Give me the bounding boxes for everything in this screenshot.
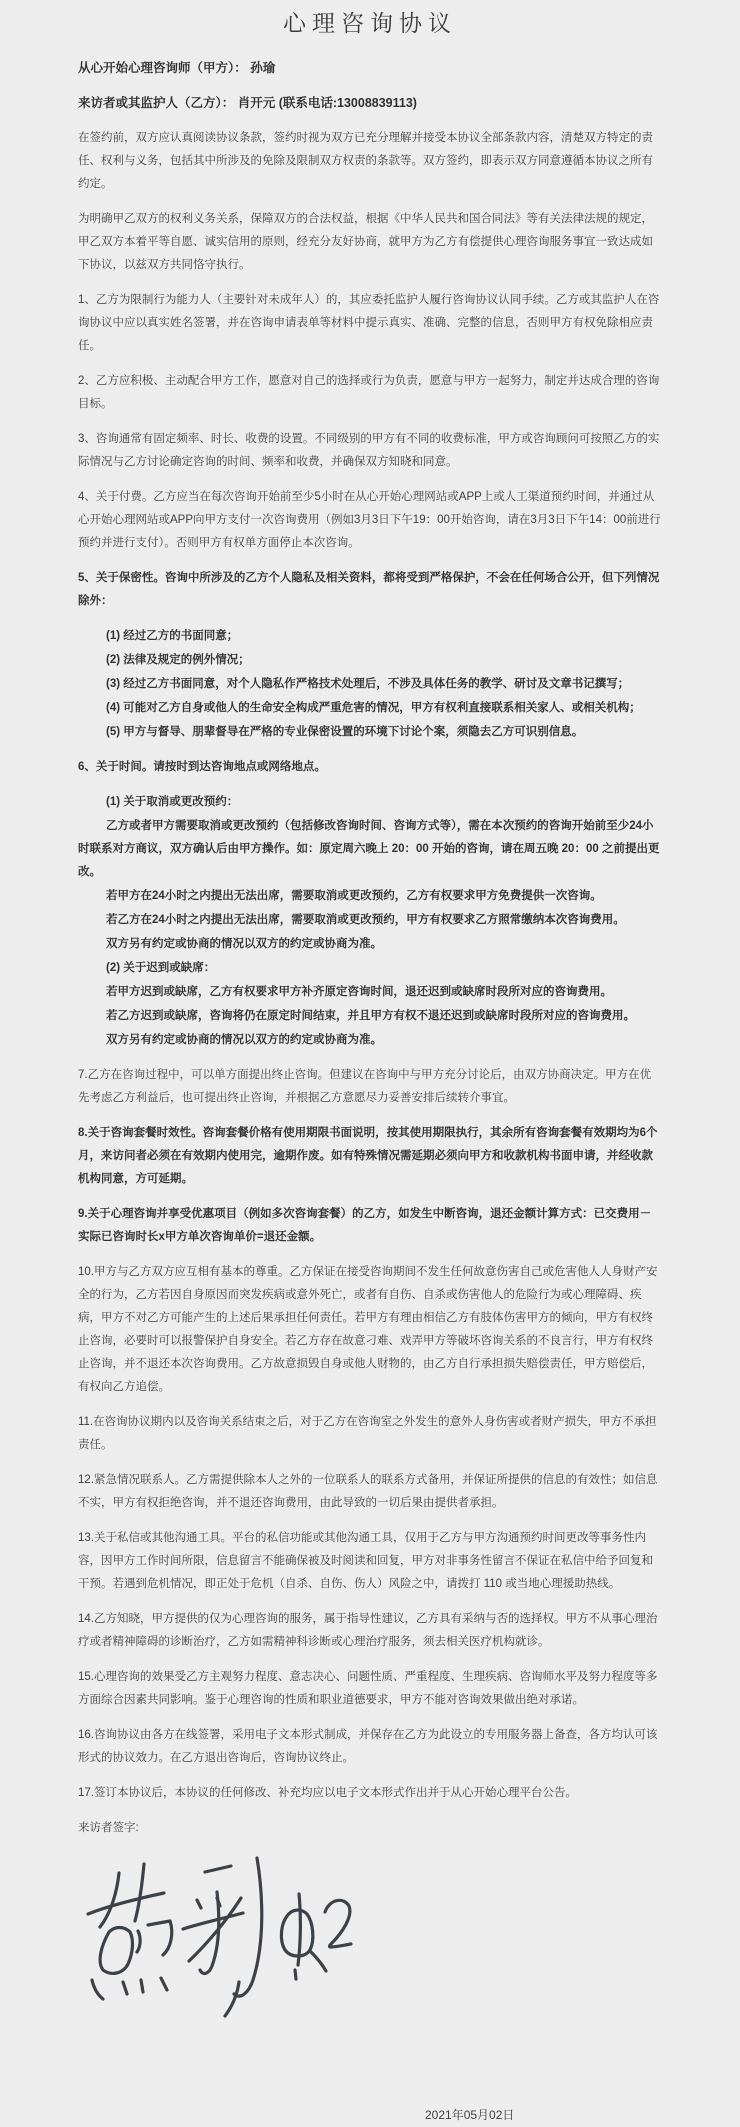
clause-6-sub-1-line-b: 若乙方在24小时之内提出无法出席，需要取消或更改预约，甲方有权要求乙方照常缴纳本次咨询费用。 xyxy=(106,914,625,926)
clause-17: 17.签订本协议后，本协议的任何修改、补充均应以电子文本形式作出并于从心开始心理平台公告。 xyxy=(78,1787,577,1799)
clause-14: 14.乙方知晓，甲方提供的仅为心理咨询的服务，属于指导性建议，乙方具有采纳与否的选择权。甲方不从事心理治疗或者精神障碍的诊断治疗，乙方如需精神科诊断或心理治疗服务，须去相关医疗机构就诊。 xyxy=(78,1613,658,1648)
clause-9: 9.关于心理咨询并享受优惠项目（例如多次咨询套餐）的乙方，如发生中断咨询，退还金额计算方式：已交费用－实际已咨询时长x甲方单次咨询单价=退还金额。 xyxy=(78,1208,652,1243)
clause-6-sub-1-line-a: 若甲方在24小时之内提出无法出席，需要取消或更改预约，乙方有权要求甲方免费提供一次咨询。 xyxy=(106,890,602,902)
clause-11: 11.在咨询协议期内以及咨询关系结束之后，对于乙方在咨询室之外发生的意外人身伤害或者财产损失，甲方不承担责任。 xyxy=(78,1416,657,1451)
clause-10: 10.甲方与乙方双方应互相有基本的尊重。乙方保证在接受咨询期间不发生任何故意伤害自己或危害他人人身财产安全的行为，乙方若因自身原因而突发疾病或意外死亡，或者有自伤、自杀或伤害他人的危险行为或心理障碍、疾病，甲方不对乙方可能产生的上述后果承担任何责任。若甲方有理由相信乙方有肢体伤害甲方的倾向，甲方有权终止咨询，必要时可以报警保护自身安全。若乙方存在故意刁难、戏弄甲方等破坏咨询关系的不良言行，甲方有权终止咨询，并不退还本次咨询费用。乙方故意损毁自身或他人财物的，由乙方自行承担损失赔偿责任，甲方赔偿后，有权向乙方追偿。 xyxy=(78,1266,658,1393)
clause-6-sub-2-line-c: 双方另有约定或协商的情况以双方的约定或协商为准。 xyxy=(106,1034,382,1046)
preamble-paragraph-2: 为明确甲乙双方的权利义务关系，保障双方的合法权益，根据《中华人民共和国合同法》等有关法律法规的规定，甲乙双方本着平等自愿、诚实信用的原则，经充分友好协商，就甲方为乙方有偿提供心理咨询服务事宜一致达成如下协议，以兹双方共同恪守执行。 xyxy=(78,213,653,271)
party-a-line: 从心开始心理咨询师（甲方）： 孙瑜 xyxy=(78,61,276,75)
page-title: 心理咨询协议 xyxy=(283,10,457,36)
clause-12: 12.紧急情况联系人。乙方需提供除本人之外的一位联系人的联系方式备用，并保证所提供的信息的有效性；如信息不实，甲方有权拒绝咨询，并不退还咨询费用，由此导致的一切后果由提供者承担。 xyxy=(78,1474,658,1509)
clause-2: 2、乙方应积极、主动配合甲方工作，愿意对自己的选择或行为负责，愿意与甲方一起努力，制定并达成合理的咨询目标。 xyxy=(78,375,660,410)
clause-5-item-2: (2) 法律及规定的例外情况； xyxy=(106,654,250,666)
clause-13: 13.关于私信或其他沟通工具。平台的私信功能或其他沟通工具，仅用于乙方与甲方沟通预约时间更改等事务性内容，因甲方工作时间所限，信息留言不能确保被及时阅读和回复，甲方对非事务性留言不保证在私信中给予回复和干预。若遇到危机情况，即正处于危机（自杀、自伤、伤人）风险之中，请拨打 110 或当地心理援助热线。 xyxy=(78,1532,653,1590)
clause-6-sub-1-text: 乙方或者甲方需要取消或更改预约（包括修改咨询时间、咨询方式等），需在本次预约的咨询开始前至少24小时联系对方商议，双方确认后由甲方操作。如：原定周六晚上 20：00 开始的咨询，请在周五晚 20：00 之前提出更改。 xyxy=(78,820,660,878)
clause-5-item-1: (1) 经过乙方的书面同意； xyxy=(106,630,239,642)
visitor-signature-label: 来访者签字: xyxy=(78,1822,139,1834)
clause-6-sub-2-line-b: 若乙方迟到或缺席，咨询将仍在原定时间结束，并且甲方有权不退还迟到或缺席时段所对应的咨询费用。 xyxy=(106,1010,635,1022)
clause-7: 7.乙方在咨询过程中，可以单方面提出终止咨询。但建议在咨询中与甲方充分讨论后，由双方协商决定。甲方在优先考虑乙方利益后，也可提出终止咨询，并根据乙方意愿尽力妥善安排后续转介事宜。 xyxy=(78,1069,652,1104)
clause-6-sub-1-line-c: 双方另有约定或协商的情况以双方的约定或协商为准。 xyxy=(106,938,382,950)
handwritten-signature xyxy=(78,1852,662,2028)
clause-6-sub-1-title: (1) 关于取消或更改预约： xyxy=(106,796,239,808)
agreement-date: 2021年05月02日 xyxy=(425,2108,515,2122)
clause-4: 4、关于付费。乙方应当在每次咨询开始前至少5小时在从心开始心理网站或APP上或人工渠道预约时间，并通过从心开始心理网站或APP向甲方支付一次咨询费用（例如3月3日下午19：00开始咨询，请在3月3日下午14：00前进行预约并进行支付）。否则甲方有权单方面停止本次咨询。 xyxy=(78,491,661,549)
clause-6-sub-2-title: (2) 关于迟到或缺席： xyxy=(106,962,216,974)
clause-3: 3、咨询通常有固定频率、时长、收费的设置。不同级别的甲方有不同的收费标准，甲方或咨询顾问可按照乙方的实际情况与乙方讨论确定咨询的时间、频率和收费，并确保双方知晓和同意。 xyxy=(78,433,660,468)
clause-1: 1、乙方为限制行为能力人（主要针对未成年人）的，其应委托监护人履行咨询协议认同手续。乙方或其监护人在咨询协议中应以真实姓名签署，并在咨询申请表单等材料中提示真实、准确、完整的信息，否则甲方有权免除相应责任。 xyxy=(78,294,660,352)
clause-5: 5、关于保密性。咨询中所涉及的乙方个人隐私及相关资料，都将受到严格保护，不会在任何场合公开，但下列情况除外： xyxy=(78,572,660,607)
clause-5-item-3: (3) 经过乙方书面同意，对个人隐私作严格技术处理后，不涉及具体任务的教学、研讨及文章书记撰写； xyxy=(106,678,630,690)
preamble-paragraph-1: 在签约前，双方应认真阅读协议条款，签约时视为双方已充分理解并接受本协议全部条款内容，清楚双方特定的责任、权利与义务，包括其中所涉及的免除及限制双方权责的条款等。双方签约，即表示双方同意遵循本协议之所有约定。 xyxy=(78,132,653,190)
clause-5-item-4: (4) 可能对乙方自身或他人的生命安全构成严重危害的情况，甲方有权利直接联系相关家人、或相关机构； xyxy=(106,702,641,714)
clause-16: 16.咨询协议由各方在线签署，采用电子文本形式制成，并保存在乙方为此设立的专用服务器上备查，各方均认可该形式的协议效力。在乙方退出咨询后，咨询协议终止。 xyxy=(78,1729,658,1764)
clause-6: 6、关于时间。请按时到达咨询地点或网络地点。 xyxy=(78,761,326,773)
clause-5-item-5: (5) 甲方与督导、朋辈督导在严格的专业保密设置的环境下讨论个案，须隐去乙方可识别信息。 xyxy=(106,726,584,738)
clause-15: 15.心理咨询的效果受乙方主观努力程度、意志决心、问题性质、严重程度、生理疾病、咨询师水平及努力程度等多方面综合因素共同影响。鉴于心理咨询的性质和职业道德要求，甲方不能对咨询效果做出绝对承诺。 xyxy=(78,1671,658,1706)
clause-6-sub-2-line-a: 若甲方迟到或缺席，乙方有权要求甲方补齐原定咨询时间，退还迟到或缺席时段所对应的咨询费用。 xyxy=(106,986,612,998)
clause-8: 8.关于咨询套餐时效性。咨询套餐价格有使用期限书面说明，按其使用期限执行，其余所有咨询套餐有效期均为6个月，来访问者必须在有效期内使用完，逾期作废。如有特殊情况需延期必须向甲方和收款机构书面申请，并经收款机构同意，方可延期。 xyxy=(78,1127,658,1185)
party-b-line: 来访者或其监护人（乙方）： 肖开元 (联系电话:13008839113) xyxy=(78,96,417,110)
